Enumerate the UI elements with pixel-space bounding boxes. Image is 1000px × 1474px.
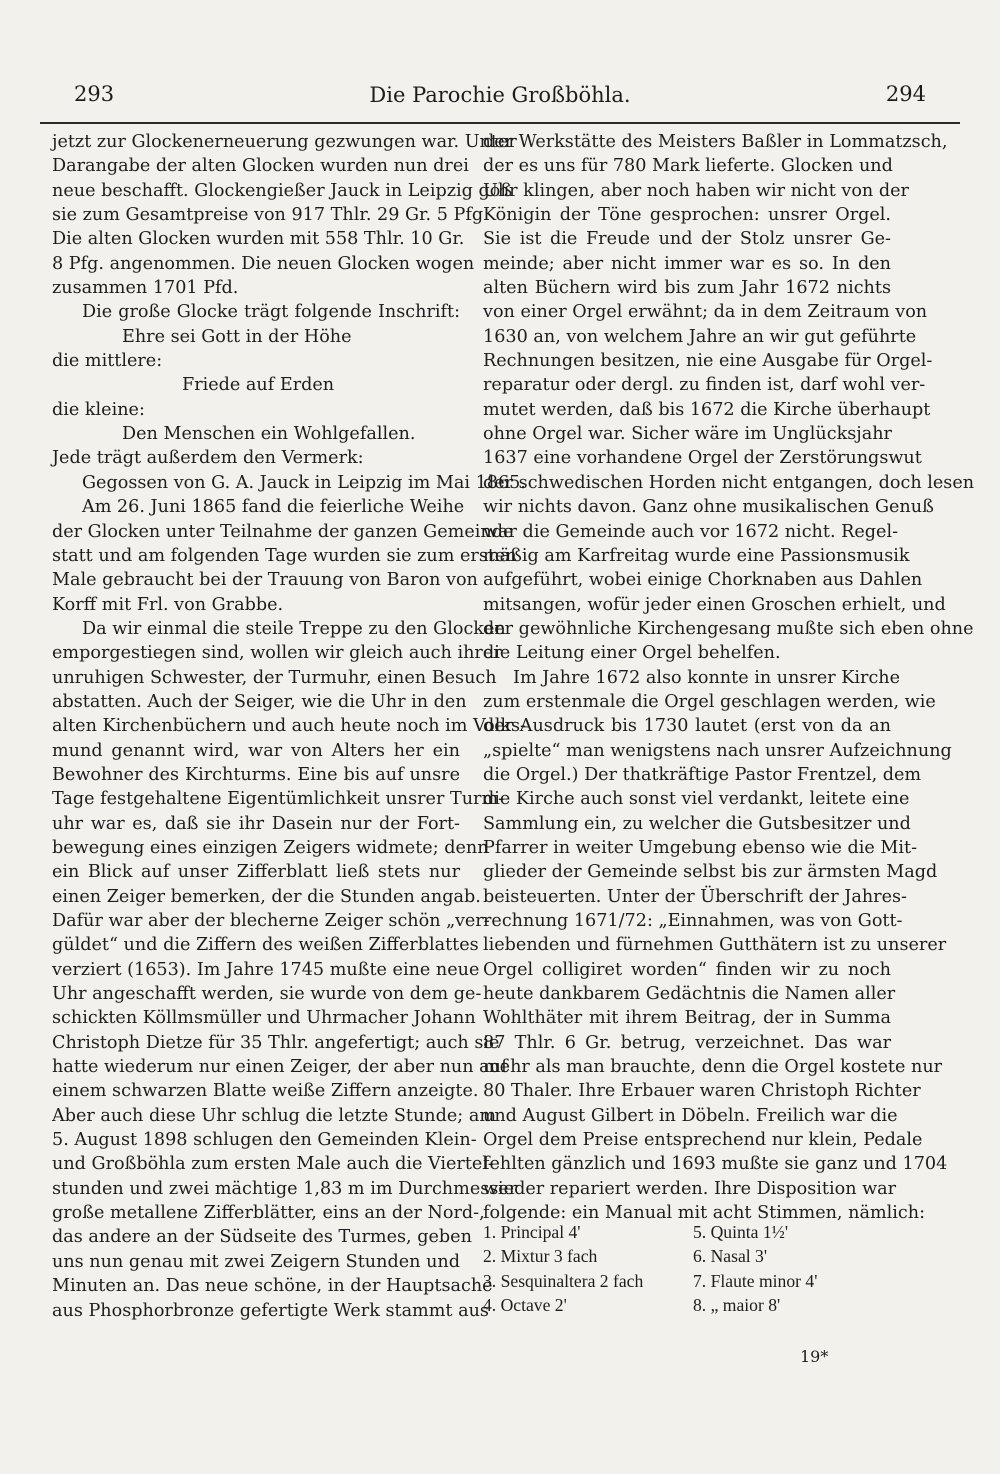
right_column-line: ohne Orgel war. Sicher wäre im Unglücksjahr <box>483 424 892 445</box>
organ-stop: 4. Octave 2' <box>483 1295 567 1316</box>
right_column-line: Pfarrer in weiter Umgebung ebenso wie die Mit- <box>483 837 918 858</box>
right_column-line: Orgel colligiret worden“ finden wir zu noch <box>483 959 891 980</box>
right_column-line: Rechnungen besitzen, nie eine Ausgabe für Orgel- <box>483 351 933 372</box>
left_column-line: Tage festgehaltene Eigentümlichkeit unsrer Turm- <box>52 789 505 810</box>
right_column-line: der es uns für 780 Mark lieferte. Glocken und <box>483 156 893 177</box>
left_column-line: die mittlere: <box>52 351 163 372</box>
left_column-line: aus Phosphorbronze gefertigte Werk stammt aus <box>52 1300 489 1321</box>
right_column-line: liebenden und fürnehmen Gutthätern ist zu unserer <box>483 935 947 956</box>
left_column-line: neue beschafft. Glockengießer Jauck in Leipzig goß <box>52 180 513 201</box>
left_column-line: Minuten an. Das neue schöne, in der Hauptsache <box>52 1276 493 1297</box>
left_column-line: Da wir einmal die steile Treppe zu den Glocken <box>82 618 506 639</box>
left_column-line: bewegung eines einzigen Zeigers widmete; denn <box>52 837 489 858</box>
left_column-line: Uhr angeschafft werden, sie wurde von dem ge- <box>52 984 482 1005</box>
left_column-line: ein Blick auf unser Zifferblatt ließ stets nur <box>52 862 460 883</box>
left_column-line: große metallene Zifferblätter, eins an der Nord-, <box>52 1203 485 1224</box>
left_column-line: die kleine: <box>52 399 145 420</box>
right_column-line: der Ausdruck bis 1730 lautet (erst von da an <box>483 716 891 737</box>
left_column-line: Aber auch diese Uhr schlug die letzte Stunde; am <box>52 1105 497 1126</box>
left_column-line: Christoph Dietze für 35 Thlr. angefertigt; auch sie <box>52 1032 500 1053</box>
left_column-line: und Großböhla zum ersten Male auch die Viertel- <box>52 1154 494 1175</box>
left_column-line: Bewohner des Kirchturms. Eine bis auf unsre <box>52 764 460 785</box>
left_column-line: einem schwarzen Blatte weiße Ziffern anzeigte. <box>52 1081 479 1102</box>
left_column-line: schickten Köllmsmüller und Uhrmacher Johann <box>52 1008 476 1029</box>
page-header <box>40 82 960 124</box>
right_column-line: fehlten gänzlich und 1693 mußte sie ganz und 1704 <box>483 1154 948 1175</box>
left_column-line: 5. August 1898 schlugen den Gemeinden Klein- <box>52 1130 477 1151</box>
organ-stop-row <box>483 1244 891 1268</box>
left_column-line: verziert (1653). Im Jahre 1745 mußte eine neue <box>52 959 480 980</box>
organ-stop-row <box>483 1293 891 1317</box>
right_column-line: Uhr klingen, aber noch haben wir nicht von der <box>483 180 909 201</box>
left_column-line: das andere an der Südseite des Turmes, geben <box>52 1227 472 1248</box>
right_column-line: beisteuerten. Unter der Überschrift der Jahres- <box>483 886 907 907</box>
right_column-line: Sammlung ein, zu welcher die Gutsbesitzer und <box>483 813 911 834</box>
right_column-line: Königin der Töne gesprochen: unsrer Orgel. <box>483 205 891 226</box>
left_column-line: uhr war es, daß sie ihr Dasein nur der Fort- <box>52 813 460 834</box>
right_column-line: die Leitung einer Orgel behelfen. <box>483 643 781 664</box>
left_column-line: Korff mit Frl. von Grabbe. <box>52 594 284 615</box>
left_column-line: statt und am folgenden Tage wurden sie zum ersten <box>52 545 517 566</box>
organ-stop: 3. Sesquinaltera 2 fach <box>483 1270 644 1291</box>
right_column-line: der schwedischen Horden nicht entgangen, doch lesen <box>483 472 975 493</box>
right_column-line: Im Jahre 1672 also konnte in unsrer Kirche <box>513 667 901 688</box>
left_column-line: jetzt zur Glockenerneuerung gezwungen war. Unter <box>52 132 517 152</box>
left_column-line: alten Kirchenbüchern und auch heute noch im Volks- <box>52 716 526 737</box>
left_column-line: emporgestiegen sind, wollen wir gleich auch ihrer <box>52 643 502 664</box>
organ-stop: 5. Quinta 1½' <box>693 1222 789 1242</box>
left_column-line: güldet“ und die Ziffern des weißen Zifferblattes <box>52 935 479 956</box>
left_column-line: zusammen 1701 Pfd. <box>52 278 239 299</box>
left_column-line: Gegossen von G. A. Jauck in Leipzig im Mai 1865. <box>82 472 526 493</box>
right_column-line: die Kirche auch sonst viel verdankt, leitete eine <box>483 789 910 810</box>
left_column-line: Dafür war aber der blecherne Zeiger schön „ver- <box>52 911 490 931</box>
right_column-line: rechnung 1671/72: „Einnahmen, was von Gott- <box>483 911 903 931</box>
right_column-line: folgende: ein Manual mit acht Stimmen, nämlich: <box>483 1203 925 1224</box>
left_column-line: 8 Pfg. angenommen. Die neuen Glocken wogen <box>52 253 475 274</box>
left_column-line: hatte wiederum nur einen Zeiger, der aber nun auf <box>52 1057 508 1078</box>
organ-stop: 2. Mixtur 3 fach <box>483 1246 598 1267</box>
left_column-line: Jede trägt außerdem den Vermerk: <box>52 448 364 469</box>
organ-stop-row <box>483 1269 891 1293</box>
right_column-line: Orgel dem Preise entsprechend nur klein, Pedale <box>483 1130 923 1151</box>
right_column-line: Wohlthäter mit ihrem Beitrag, der in Summa <box>483 1008 891 1029</box>
organ-stop: 8. „ maior 8' <box>693 1295 781 1316</box>
left_column-line: Die alten Glocken wurden mit 558 Thlr. 10 Gr. <box>52 229 465 250</box>
page-number-right: 294 <box>885 82 926 106</box>
left_column-line: Ehre sei Gott in der Höhe <box>122 326 352 347</box>
organ-stop: 7. Flaute minor 4' <box>693 1270 818 1291</box>
right_column-line: war die Gemeinde auch vor 1672 nicht. Regel- <box>483 521 899 542</box>
page-number-left: 293 <box>74 82 115 106</box>
left_column-line: unruhigen Schwester, der Turmuhr, einen Besuch <box>52 667 497 688</box>
left_column-line: der Glocken unter Teilnahme der ganzen Gemeinde <box>52 521 514 542</box>
right_column-line: die Orgel.) Der thatkräftige Pastor Frentzel, dem <box>483 764 922 785</box>
left_column-line: uns nun genau mit zwei Zeigern Stunden und <box>52 1251 460 1272</box>
left_column-line: einen Zeiger bemerken, der die Stunden angab. <box>52 886 481 907</box>
left_column-line: Friede auf Erden <box>182 375 335 396</box>
organ-stop-row <box>483 1220 891 1244</box>
organ-stop: 1. Principal 4' <box>483 1222 581 1242</box>
left_column-line: Darangabe der alten Glocken wurden nun drei <box>52 156 469 177</box>
right_column-line: „spielte“ man wenigstens nach unsrer Aufzeichnung <box>483 740 952 761</box>
right_column-line: der gewöhnliche Kirchengesang mußte sich eben ohne <box>483 618 974 639</box>
left_column-line: Die große Glocke trägt folgende Inschrift: <box>82 302 460 323</box>
right_column-line: wieder repariert werden. Ihre Disposition war <box>483 1178 897 1199</box>
left_column-line: stunden und zwei mächtige 1,83 m im Durchmesser <box>52 1178 518 1199</box>
right_column-line: 1637 eine vorhandene Orgel der Zerstörungswut <box>483 448 922 469</box>
right_column-line: von einer Orgel erwähnt; da in dem Zeitraum von <box>483 302 928 323</box>
organ-stops-list <box>483 1220 891 1317</box>
right_column-line: reparatur oder dergl. zu finden ist, darf wohl ver- <box>483 375 926 396</box>
right_column-line: 80 Thaler. Ihre Erbauer waren Christoph Richter <box>483 1081 921 1102</box>
right_column-line: aufgeführt, wobei einige Chorknaben aus Dahlen <box>483 570 923 591</box>
right_column-line: meinde; aber nicht immer war es so. In den <box>483 253 891 274</box>
left_column-line: Male gebraucht bei der Trauung von Baron von <box>52 570 478 591</box>
right_column-line: Sie ist die Freude und der Stolz unsrer Ge- <box>483 229 891 250</box>
left_column-line: mund genannt wird, war von Alters her ein <box>52 740 460 761</box>
left_column-line: Am 26. Juni 1865 fand die feierliche Weihe <box>82 497 465 518</box>
right_column-line: und August Gilbert in Döbeln. Freilich war die <box>483 1105 898 1126</box>
right_column-line: heute dankbarem Gedächtnis die Namen aller <box>483 984 896 1005</box>
left_column-line: Den Menschen ein Wohlgefallen. <box>122 424 416 445</box>
organ-stop: 6. Nasal 3' <box>693 1246 768 1267</box>
right_column-line: 1630 an, von welchem Jahre an wir gut geführte <box>483 326 917 347</box>
left_column-line: sie zum Gesamtpreise von 917 Thlr. 29 Gr. 5 Pfg <box>52 205 484 226</box>
left_column-line: abstatten. Auch der Seiger, wie die Uhr in den <box>52 691 467 712</box>
signature-mark: 19* <box>800 1347 829 1366</box>
running-title: Die Parochie Großböhla. <box>369 83 631 107</box>
right_column-line: mitsangen, wofür jeder einen Groschen erhielt, und <box>483 594 946 615</box>
right_column-line: mäßig am Karfreitag wurde eine Passionsmusik <box>483 545 910 566</box>
right_column-line: zum erstenmale die Orgel geschlagen werden, wie <box>483 691 936 712</box>
right_column-line: alten Büchern wird bis zum Jahr 1672 nichts <box>483 278 891 299</box>
right_column-line: glieder der Gemeinde selbst bis zur ärmsten Magd <box>483 862 938 883</box>
right-column <box>483 130 975 1225</box>
right_column-line: mutet werden, daß bis 1672 die Kirche überhaupt <box>483 399 931 420</box>
right_column-line: der Werkstätte des Meisters Baßler in Lommatzsch, <box>483 132 948 152</box>
right_column-line: wir nichts davon. Ganz ohne musikalischen Genuß <box>483 497 934 518</box>
right_column-line: mehr als man brauchte, denn die Orgel kostete nur <box>483 1057 943 1078</box>
right_column-line: 87 Thlr. 6 Gr. betrug, verzeichnet. Das war <box>483 1032 891 1053</box>
